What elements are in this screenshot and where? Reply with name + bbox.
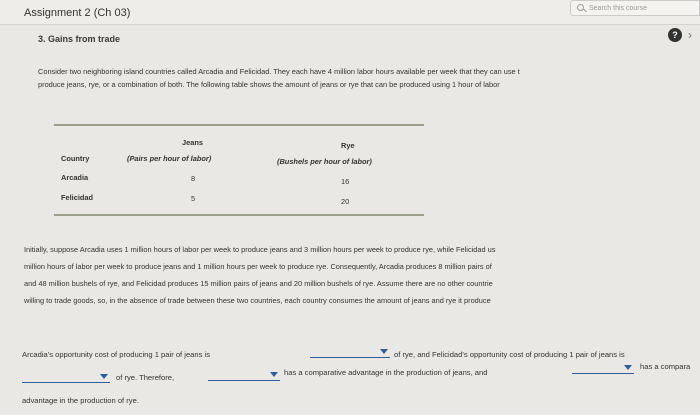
top-bar: [0, 0, 700, 25]
intro-line-2: produce jeans, rye, or a combination of both. The following table shows the amount of jeans or rye that can be produced using 1 hour of labor: [38, 80, 500, 89]
assignment-title: Assignment 2 (Ch 03): [24, 7, 131, 19]
paragraph-line-4: willing to trade goods, so, in the absence of trade between these two countries, each country consumes the amount of jeans and rye it produce: [24, 296, 491, 305]
felicidad-opportunity-cost-dropdown[interactable]: [22, 373, 110, 383]
paragraph-line-2: million hours of labor per week to produce jeans and 1 million hours per week to produce rye. Consequently, Arcadia produces 8 million pairs of: [24, 262, 492, 271]
cell-arcadia-jeans: 8: [191, 174, 196, 183]
col-sub-rye: (Bushels per hour of labor): [277, 157, 372, 166]
cell-felicidad-rye: 20: [341, 197, 350, 206]
question-intro: [38, 65, 700, 91]
answer-text-4: has a comparative advantage in the production of jeans, and: [284, 368, 488, 377]
chevron-down-icon: [270, 372, 278, 377]
intro-line-1: Consider two neighboring island countries called Arcadia and Felicidad. They each have 4 million labor hours available per week that they can use t: [38, 67, 520, 76]
cell-arcadia-rye: 16: [341, 177, 350, 186]
search-placeholder: Search this course: [589, 5, 647, 12]
row-country-felicidad: Felicidad: [61, 193, 94, 202]
cell-felicidad-jeans: 5: [191, 194, 196, 203]
search-input[interactable]: [570, 0, 700, 16]
paragraph-line-3: and 48 million bushels of rye, and Felicidad produces 15 million pairs of jeans and 20 million bushels of rye. Assume there are no other countrie: [24, 279, 493, 288]
col-header-country: Country: [61, 154, 90, 163]
answer-text-1: Arcadia's opportunity cost of producing 1 pair of jeans is: [22, 350, 211, 359]
col-header-jeans: Jeans: [182, 138, 203, 147]
chevron-right-icon[interactable]: ›: [688, 28, 692, 42]
paragraph-line-1: Initially, suppose Arcadia uses 1 million hours of labor per week to produce jeans and 3 million hours per week to produce rye, while Felicidad us: [24, 245, 496, 254]
table-top-rule: [54, 124, 424, 126]
table-bottom-rule: [54, 214, 424, 216]
rye-advantage-country-dropdown[interactable]: [572, 364, 634, 374]
jeans-advantage-country-dropdown[interactable]: [208, 371, 280, 381]
info-icon[interactable]: ?: [668, 28, 682, 42]
search-icon: [577, 4, 584, 11]
arcadia-opportunity-cost-dropdown[interactable]: [310, 348, 390, 358]
col-sub-jeans: (Pairs per hour of labor): [127, 154, 212, 163]
question-heading: 3. Gains from trade: [38, 34, 121, 44]
answer-text-3: of rye. Therefore,: [116, 373, 175, 382]
col-header-rye: Rye: [341, 141, 355, 150]
scenario-paragraph: [24, 241, 700, 309]
answer-text-6: advantage in the production of rye.: [22, 396, 139, 405]
chevron-down-icon: [380, 349, 388, 354]
chevron-down-icon: [624, 365, 632, 370]
answer-text-2: of rye, and Felicidad's opportunity cost of producing 1 pair of jeans is: [394, 350, 625, 359]
row-country-arcadia: Arcadia: [61, 173, 89, 182]
chevron-down-icon: [100, 374, 108, 379]
answer-text-5: has a compara: [640, 362, 691, 371]
